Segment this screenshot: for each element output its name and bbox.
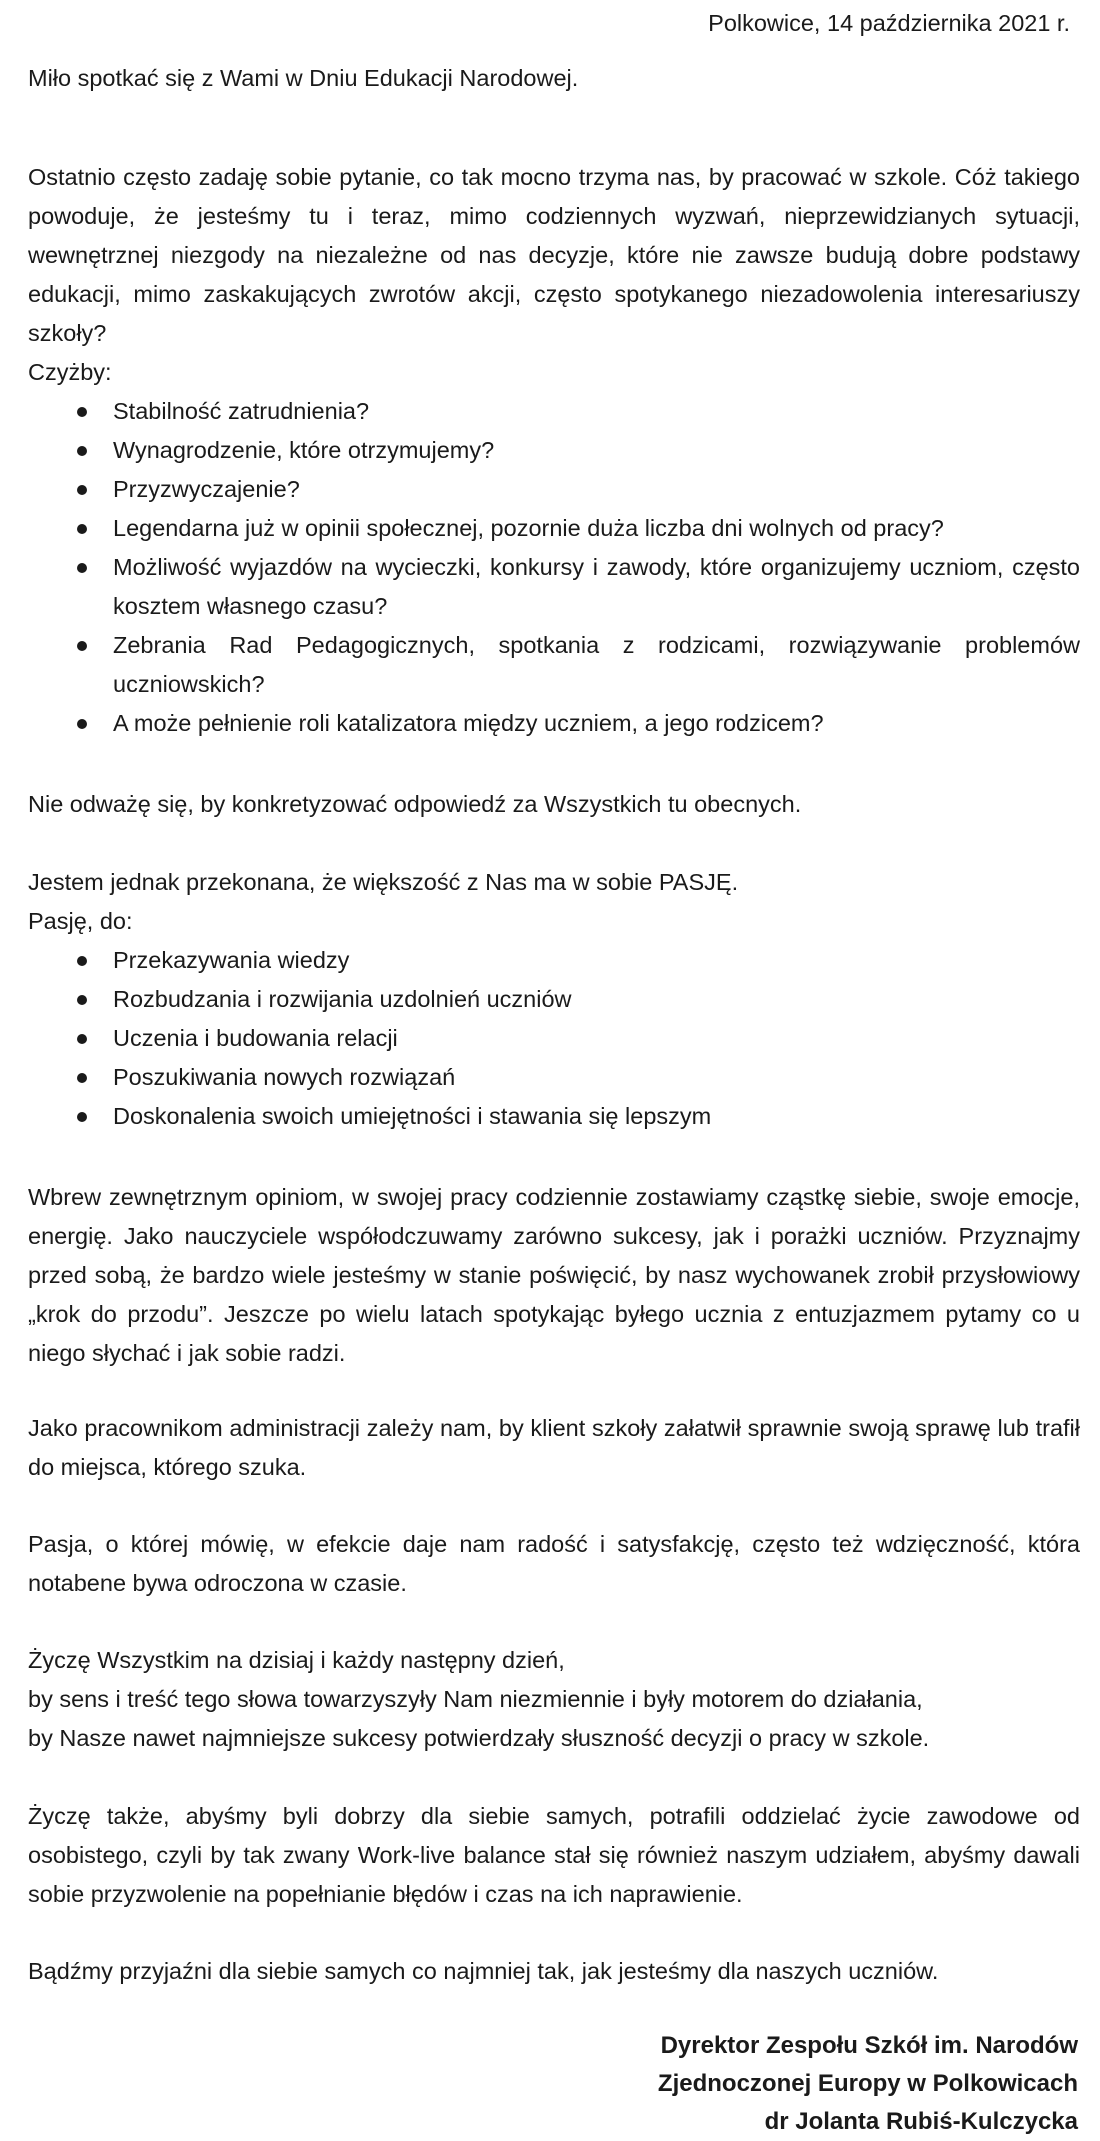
administration-paragraph: Jako pracownikom administracji zależy nam, by klient szkoły załatwił sprawnie swoją sprawę lub trafił do miejsca, którego szuka. — [28, 1415, 1080, 1480]
dare-line: Nie odważę się, by konkretyzować odpowiedź za Wszystkich tu obecnych. — [28, 791, 802, 817]
passion-lead: Pasję, do: — [28, 908, 133, 934]
intro-paragraph: Ostatnio często zadaję sobie pytanie, co tak mocno trzyma nas, by pracować w szkole. Cóż takiego powoduje, że jesteśmy tu i teraz, mimo codziennych wyzwań, nieprzewidzianych sytuacji, wewnętrznej niezgody na niezależne od nas decyzje, które nie zawsze budują dobre podstawy edukacji, mimo zaskakujących zwrotów akcji, często spotykanego niezadowolenia interesariuszy szkoły? — [28, 164, 1080, 346]
list-item: Legendarna już w opinii społecznej, pozornie duża liczba dni wolnych od pracy? — [28, 509, 1080, 548]
greeting: Miło spotkać się z Wami w Dniu Edukacji Narodowej. — [28, 65, 579, 91]
date-line: Polkowice, 14 października 2021 r. — [708, 10, 1070, 36]
signature-institution: Zjednoczonej Europy w Polkowicach — [657, 2070, 1078, 2097]
closing-line: Bądźmy przyjaźni dla siebie samych co najmniej tak, jak jesteśmy dla naszych uczniów. — [28, 1958, 939, 1984]
wish-also-paragraph: Życzę także, abyśmy byli dobrzy dla siebie samych, potrafili oddzielać życie zawodowe od osobistego, czyli by tak zwany Work-live balance stał się również naszym udziałem, abyśmy dawali sobie przyzwolenie na popełnianie błędów i czas na ich naprawienie. — [28, 1803, 1080, 1907]
question-lead: Czyżby: — [28, 359, 112, 385]
wishes-block — [28, 1641, 1080, 1758]
list-item: Doskonalenia swoich umiejętności i stawania się lepszym — [28, 1097, 1080, 1136]
list-item: Przekazywania wiedzy — [28, 941, 1080, 980]
wishes-line: Życzę Wszystkim na dzisiaj i każdy następny dzień, — [28, 1647, 565, 1673]
passion-intro: Jestem jednak przekonana, że większość z Nas ma w sobie PASJĘ. — [28, 869, 739, 895]
wishes-line: by sens i treść tego słowa towarzyszyły Nam niezmiennie i były motorem do działania, — [28, 1686, 923, 1712]
list-item: Rozbudzania i rozwijania uzdolnień uczniów — [28, 980, 1080, 1019]
list-item: Uczenia i budowania relacji — [28, 1019, 1080, 1058]
list-item: Przyzwyczajenie? — [28, 470, 1080, 509]
opinions-paragraph: Wbrew zewnętrznym opiniom, w swojej pracy codziennie zostawiamy cząstkę siebie, swoje emocje, energię. Jako nauczyciele współodczuwamy zarówno sukcesy, jak i porażki uczniów. Przyznajmy przed sobą, że bardzo wiele jesteśmy w stanie poświęcić, by nasz wychowanek zrobił przysłowiowy „krok do przodu”. Jeszcze po wielu latach spotykając byłego ucznia z entuzjazmem pytamy co u niego słychać i jak sobie radzi. — [28, 1184, 1080, 1366]
list-item: A może pełnienie roli katalizatora między uczniem, a jego rodzicem? — [28, 704, 1080, 743]
signature-title: Dyrektor Zespołu Szkół im. Narodów — [660, 2032, 1078, 2059]
question-list — [28, 392, 1080, 743]
passion-effect-paragraph: Pasja, o której mówię, w efekcie daje nam radość i satysfakcję, często też wdzięczność, która notabene bywa odroczona w czasie. — [28, 1531, 1080, 1596]
list-item: Wynagrodzenie, które otrzymujemy? — [28, 431, 1080, 470]
passion-list — [28, 941, 1080, 1136]
wishes-line: by Nasze nawet najmniejsze sukcesy potwierdzały słuszność decyzji o pracy w szkole. — [28, 1725, 930, 1751]
list-item: Możliwość wyjazdów na wycieczki, konkursy i zawody, które organizujemy uczniom, często kosztem własnego czasu? — [28, 548, 1080, 626]
signature-block — [558, 2027, 1078, 2141]
list-item: Poszukiwania nowych rozwiązań — [28, 1058, 1080, 1097]
list-item: Zebrania Rad Pedagogicznych, spotkania z rodzicami, rozwiązywanie problemów uczniowskich? — [28, 626, 1080, 704]
list-item: Stabilność zatrudnienia? — [28, 392, 1080, 431]
signature-name: dr Jolanta Rubiś-Kulczycka — [764, 2108, 1078, 2135]
